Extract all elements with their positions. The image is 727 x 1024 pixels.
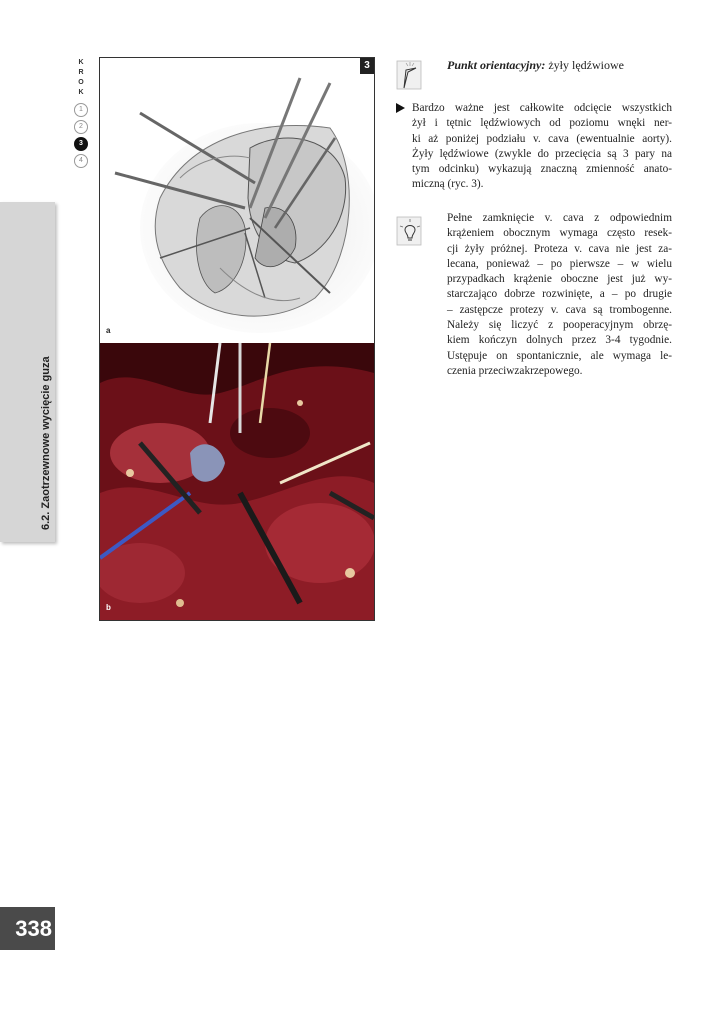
krok-letter: R: [78, 69, 84, 76]
panel-b-photo: [100, 343, 374, 620]
panel-a-drawing: [100, 58, 374, 341]
text-line: krążeniem obocznym wymaga często resek-: [447, 227, 672, 240]
text-line: Bardzo ważne jest całkowite odcięcie wszystkich: [412, 102, 672, 114]
text-line: Ustępuje on spontanicznie, ale wymaga le-: [447, 349, 672, 362]
panel-b-label: b: [106, 603, 111, 612]
text-line: ki aż poniżej podziału v. cava (ewentualnie aorty).: [412, 132, 672, 145]
text-line: żył i tętnic lędźwiowych od poziomu wnęki ner-: [412, 117, 672, 130]
panel-a-label: a: [106, 326, 111, 335]
section-title: 6.2. Zaotrzewnowe wycięcie guza: [40, 356, 52, 530]
surgical-sketch-image: [100, 58, 374, 341]
figure-number: 3: [360, 58, 374, 74]
step-2: 2: [74, 120, 88, 134]
text-line: – zastępcze protezy v. cava są trombogenne.: [447, 303, 672, 316]
landmark-text: żyły lędźwiowe: [548, 58, 624, 72]
krok-letter: O: [78, 79, 84, 86]
paragraph-lumbar-veins: [412, 101, 672, 193]
landmark-label: Punkt orientacyjny:: [447, 58, 546, 72]
text-line: starczająco dobrze rozwinięte, a – po drugie: [447, 288, 672, 301]
text-line: czenia przeciwzakrzepowego.: [447, 364, 583, 377]
text-line: kiem kończyn dolnych przez 3-4 tygodnie.: [447, 334, 672, 347]
step-4: 4: [74, 154, 88, 168]
text-line: lecana, ponieważ – po pierwsze – w wielu: [447, 257, 672, 270]
text-line: cji żyły próżnej. Proteza v. cava nie jest za-: [447, 242, 672, 255]
landmark-note: [447, 58, 687, 73]
paragraph-vena-cava: [447, 211, 672, 379]
text-line: przypadkach krążenie oboczne jest już wy-: [447, 273, 672, 286]
bullet-arrow-icon: [396, 103, 405, 113]
landmark-pointer-icon: [396, 58, 424, 92]
step-3-active: 3: [74, 137, 88, 151]
text-line: tym odcinku) wykazują znaczną zmienność anato-: [412, 163, 672, 176]
text-line: Pełne zamknięcie v. cava z odpowiednim: [447, 212, 672, 224]
step-1: 1: [74, 103, 88, 117]
surgical-photo-image: [100, 343, 374, 620]
text-line: Żyły lędźwiowe (zwykle do przecięcia są 3 pary na: [412, 147, 672, 160]
figure: [99, 57, 375, 621]
step-indicator: [74, 103, 88, 171]
lightbulb-tip-icon: [396, 214, 424, 248]
krok-label: [73, 58, 89, 98]
text-line: Należy się liczyć z pooperacyjnym obrzę-: [447, 319, 672, 332]
page-number: 338: [0, 907, 55, 950]
text-line: miczną (ryc. 3).: [412, 178, 484, 191]
krok-letter: K: [78, 89, 84, 96]
krok-letter: K: [78, 59, 84, 66]
